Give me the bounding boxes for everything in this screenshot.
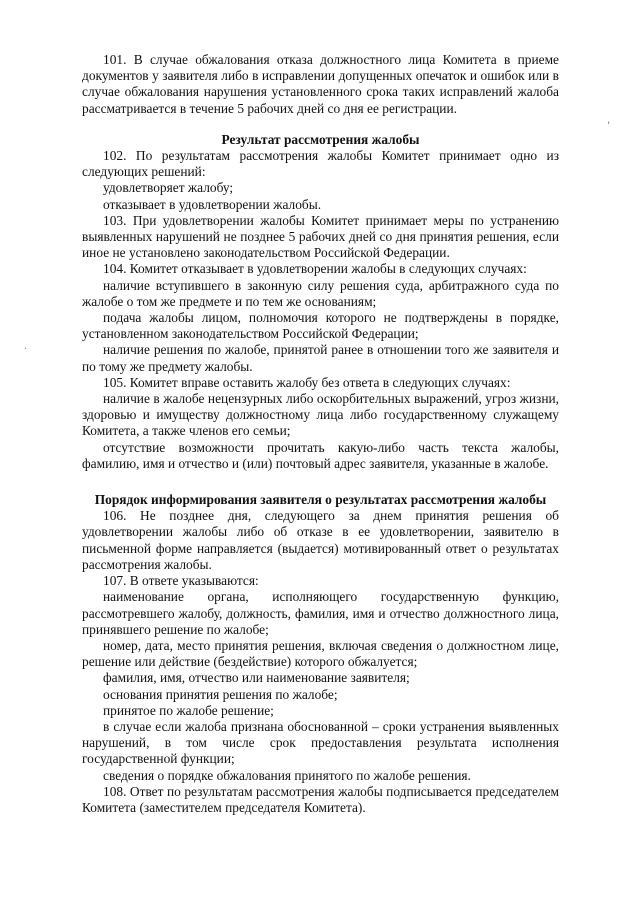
paragraph-107-item-decision: принятое по жалобе решение;: [103, 702, 274, 718]
paragraph-104-item-prior-decision: наличие решения по жалобе, принятой ранее в отношении того же заявителя и по тому же предмету жалобы.: [82, 342, 559, 374]
paragraph-104: 104. Комитет отказывает в удовлетворении жалобы в следующих случаях:: [103, 261, 527, 277]
paragraph-107-item-deadlines: в случае если жалоба признана обоснованной – сроки устранения выявленных нарушений, в том числе срок предоставления результата исполнения государственной функции;: [82, 718, 559, 767]
paragraph-105: 105. Комитет вправе оставить жалобу без ответа в следующих случаях:: [103, 374, 511, 390]
scan-mark-left: ·: [24, 344, 28, 355]
paragraph-107: 107. В ответе указываются:: [103, 573, 259, 589]
paragraph-106: 106. Не позднее дня, следующего за днем принятия решения об удовлетворении жалобы либо об отказе в ее удовлетворении, заявителю в письменной форме направляется (выдается) мотивированный ответ о результатах рассмотрения жалобы.: [82, 508, 559, 572]
paragraph-105-item-obscene: наличие в жалобе нецензурных либо оскорбительных выражений, угроз жизни, здоровью и имуществу должностному лица либо государственному служащему Комитета, а также членов его семьи;: [82, 391, 559, 439]
paragraph-107-item-grounds: основания принятия решения по жалобе;: [103, 686, 338, 702]
paragraph-107-item-applicant: фамилия, имя, отчество или наименование заявителя;: [103, 670, 410, 686]
paragraph-108: 108. Ответ по результатам рассмотрения жалобы подписывается председателем Комитета (заместителем председателя Комитета).: [82, 783, 559, 815]
paragraph-102-item-refuse: отказывает в удовлетворении жалобы.: [103, 196, 322, 212]
paragraph-104-item-authority: подача жалобы лицом, полномочия которого не подтверждены в порядке, установленном законодательством Российской Федерации;: [82, 310, 559, 342]
paragraph-102-item-satisfy: удовлетворяет жалобу;: [103, 180, 234, 196]
paragraph-103: 103. При удовлетворении жалобы Комитет принимает меры по устранению выявленных нарушений не позднее 5 рабочих дней со дня принятия решения, если иное не установлено законодательством Российской Федерации.: [82, 212, 559, 261]
paragraph-107-item-number-date: номер, дата, место принятия решения, включая сведения о должностном лице, решение или действие (бездействие) которого обжалуется;: [82, 637, 559, 670]
paragraph-107-item-appeal: сведения о порядке обжалования принятого по жалобе решения.: [103, 767, 471, 783]
paragraph-107-item-organ: наименование органа, исполняющего государственную функцию, рассмотревшего жалобу, должность, фамилия, имя и отчество должностного лица, принявшего решение по жалобе;: [82, 589, 559, 637]
heading-result: Результат рассмотрения жалобы: [221, 131, 420, 147]
document-body: [82, 52, 559, 816]
scan-mark-right: ,: [607, 115, 611, 126]
paragraph-104-item-court: наличие вступившего в законную силу решения суда, арбитражного суда по жалобе о том же предмете и по тем же основаниям;: [82, 277, 559, 309]
paragraph-101: 101. В случае обжалования отказа должностного лица Комитета в приеме документов у заявителя либо в исправлении допущенных опечаток и ошибок или в случае обжалования нарушения установленного срока таких исправлений жалоба рассматривается в течение 5 рабочих дней со дня ее регистрации.: [82, 52, 559, 116]
heading-inform: Порядок информирования заявителя о результатах рассмотрения жалобы: [94, 492, 547, 508]
paragraph-102: 102. По результатам рассмотрения жалобы Комитет принимает одно из следующих решений:: [82, 148, 559, 180]
paragraph-105-item-unreadable: отсутствие возможности прочитать какую-либо часть текста жалобы, фамилию, имя и отчество и (или) почтовый адрес заявителя, указанные в жалобе.: [82, 439, 559, 471]
